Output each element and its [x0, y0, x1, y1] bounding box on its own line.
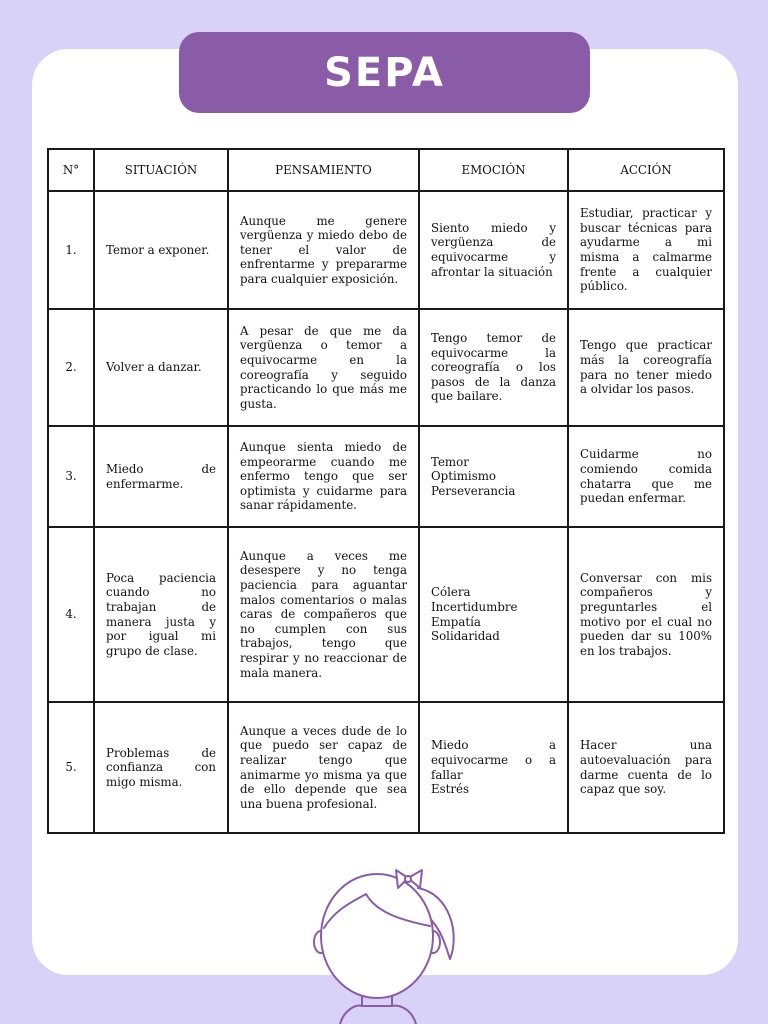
sepa-table [47, 148, 725, 834]
row-number: 2. [48, 309, 94, 426]
accion-cell: Tengo que practicar más la coreografía para no tener miedo a olvidar los pasos. [568, 309, 724, 426]
accion-cell: Conversar con mis compañeros y preguntarles el motivo por el cual no pueden dar su 100% en los trabajos. [568, 527, 724, 702]
row-number: 4. [48, 527, 94, 702]
accion-cell: Estudiar, practicar y buscar técnicas para ayudarme a mi misma a calmarme frente a cualquier público. [568, 191, 724, 309]
table-row [48, 191, 724, 309]
header-pensamiento: PENSAMIENTO [228, 149, 419, 191]
girl-illustration [300, 864, 470, 1024]
emocion-cell: Cólera Incertidumbre Empatía Solidaridad [419, 527, 568, 702]
table-row [48, 702, 724, 833]
header-situacion: SITUACIÓN [94, 149, 228, 191]
situacion-cell: Volver a danzar. [94, 309, 228, 426]
table-row [48, 309, 724, 426]
situacion-cell: Problemas de confianza con migo misma. [94, 702, 228, 833]
row-number: 5. [48, 702, 94, 833]
situacion-cell: Temor a exponer. [94, 191, 228, 309]
bow-knot-shape [405, 876, 411, 882]
emocion-cell: Siento miedo y vergüenza de equivocarme y afrontar la situación [419, 191, 568, 309]
row-number: 3. [48, 426, 94, 527]
table-row [48, 527, 724, 702]
pensamiento-cell: A pesar de que me da vergüenza o temor a equivocarme en la coreografía y seguido practicando lo que más me gusta. [228, 309, 419, 426]
emocion-cell: Miedo a equivocarme o a fallar Estrés [419, 702, 568, 833]
header-num: N° [48, 149, 94, 191]
accion-cell: Cuidarme no comiendo comida chatarra que me puedan enfermar. [568, 426, 724, 527]
page-title: SEPA [324, 49, 445, 96]
accion-cell: Hacer una autoevaluación para darme cuenta de lo capaz que soy. [568, 702, 724, 833]
head-shape [321, 874, 433, 998]
header-accion: ACCIÓN [568, 149, 724, 191]
situacion-cell: Poca paciencia cuando no trabajan de manera justa y por igual mi grupo de clase. [94, 527, 228, 702]
emocion-cell: Tengo temor de equivocarme la coreografía o los pasos de la danza que bailare. [419, 309, 568, 426]
row-number: 1. [48, 191, 94, 309]
pensamiento-cell: Aunque a veces me desespere y no tenga paciencia para aguantar malos comentarios o malas caras de compañeros que no cumplen con sus trabajos, tengo que respirar y no reaccionar de mala manera. [228, 527, 419, 702]
table-row [48, 426, 724, 527]
pensamiento-cell: Aunque me genere vergüenza y miedo debo de tener el valor de enfrentarme y prepararme para cualquier exposición. [228, 191, 419, 309]
title-banner [179, 32, 590, 113]
emocion-cell: Temor Optimismo Perseverancia [419, 426, 568, 527]
shoulders-shape [340, 1006, 416, 1024]
table-header-row [48, 149, 724, 191]
pensamiento-cell: Aunque sienta miedo de empeorarme cuando me enfermo tengo que ser optimista y cuidarme para sanar rápidamente. [228, 426, 419, 527]
situacion-cell: Miedo de enfermarme. [94, 426, 228, 527]
pensamiento-cell: Aunque a veces dude de lo que puedo ser capaz de realizar tengo que animarme yo misma ya que de ello depende que sea una buena profesional. [228, 702, 419, 833]
header-emocion: EMOCIÓN [419, 149, 568, 191]
